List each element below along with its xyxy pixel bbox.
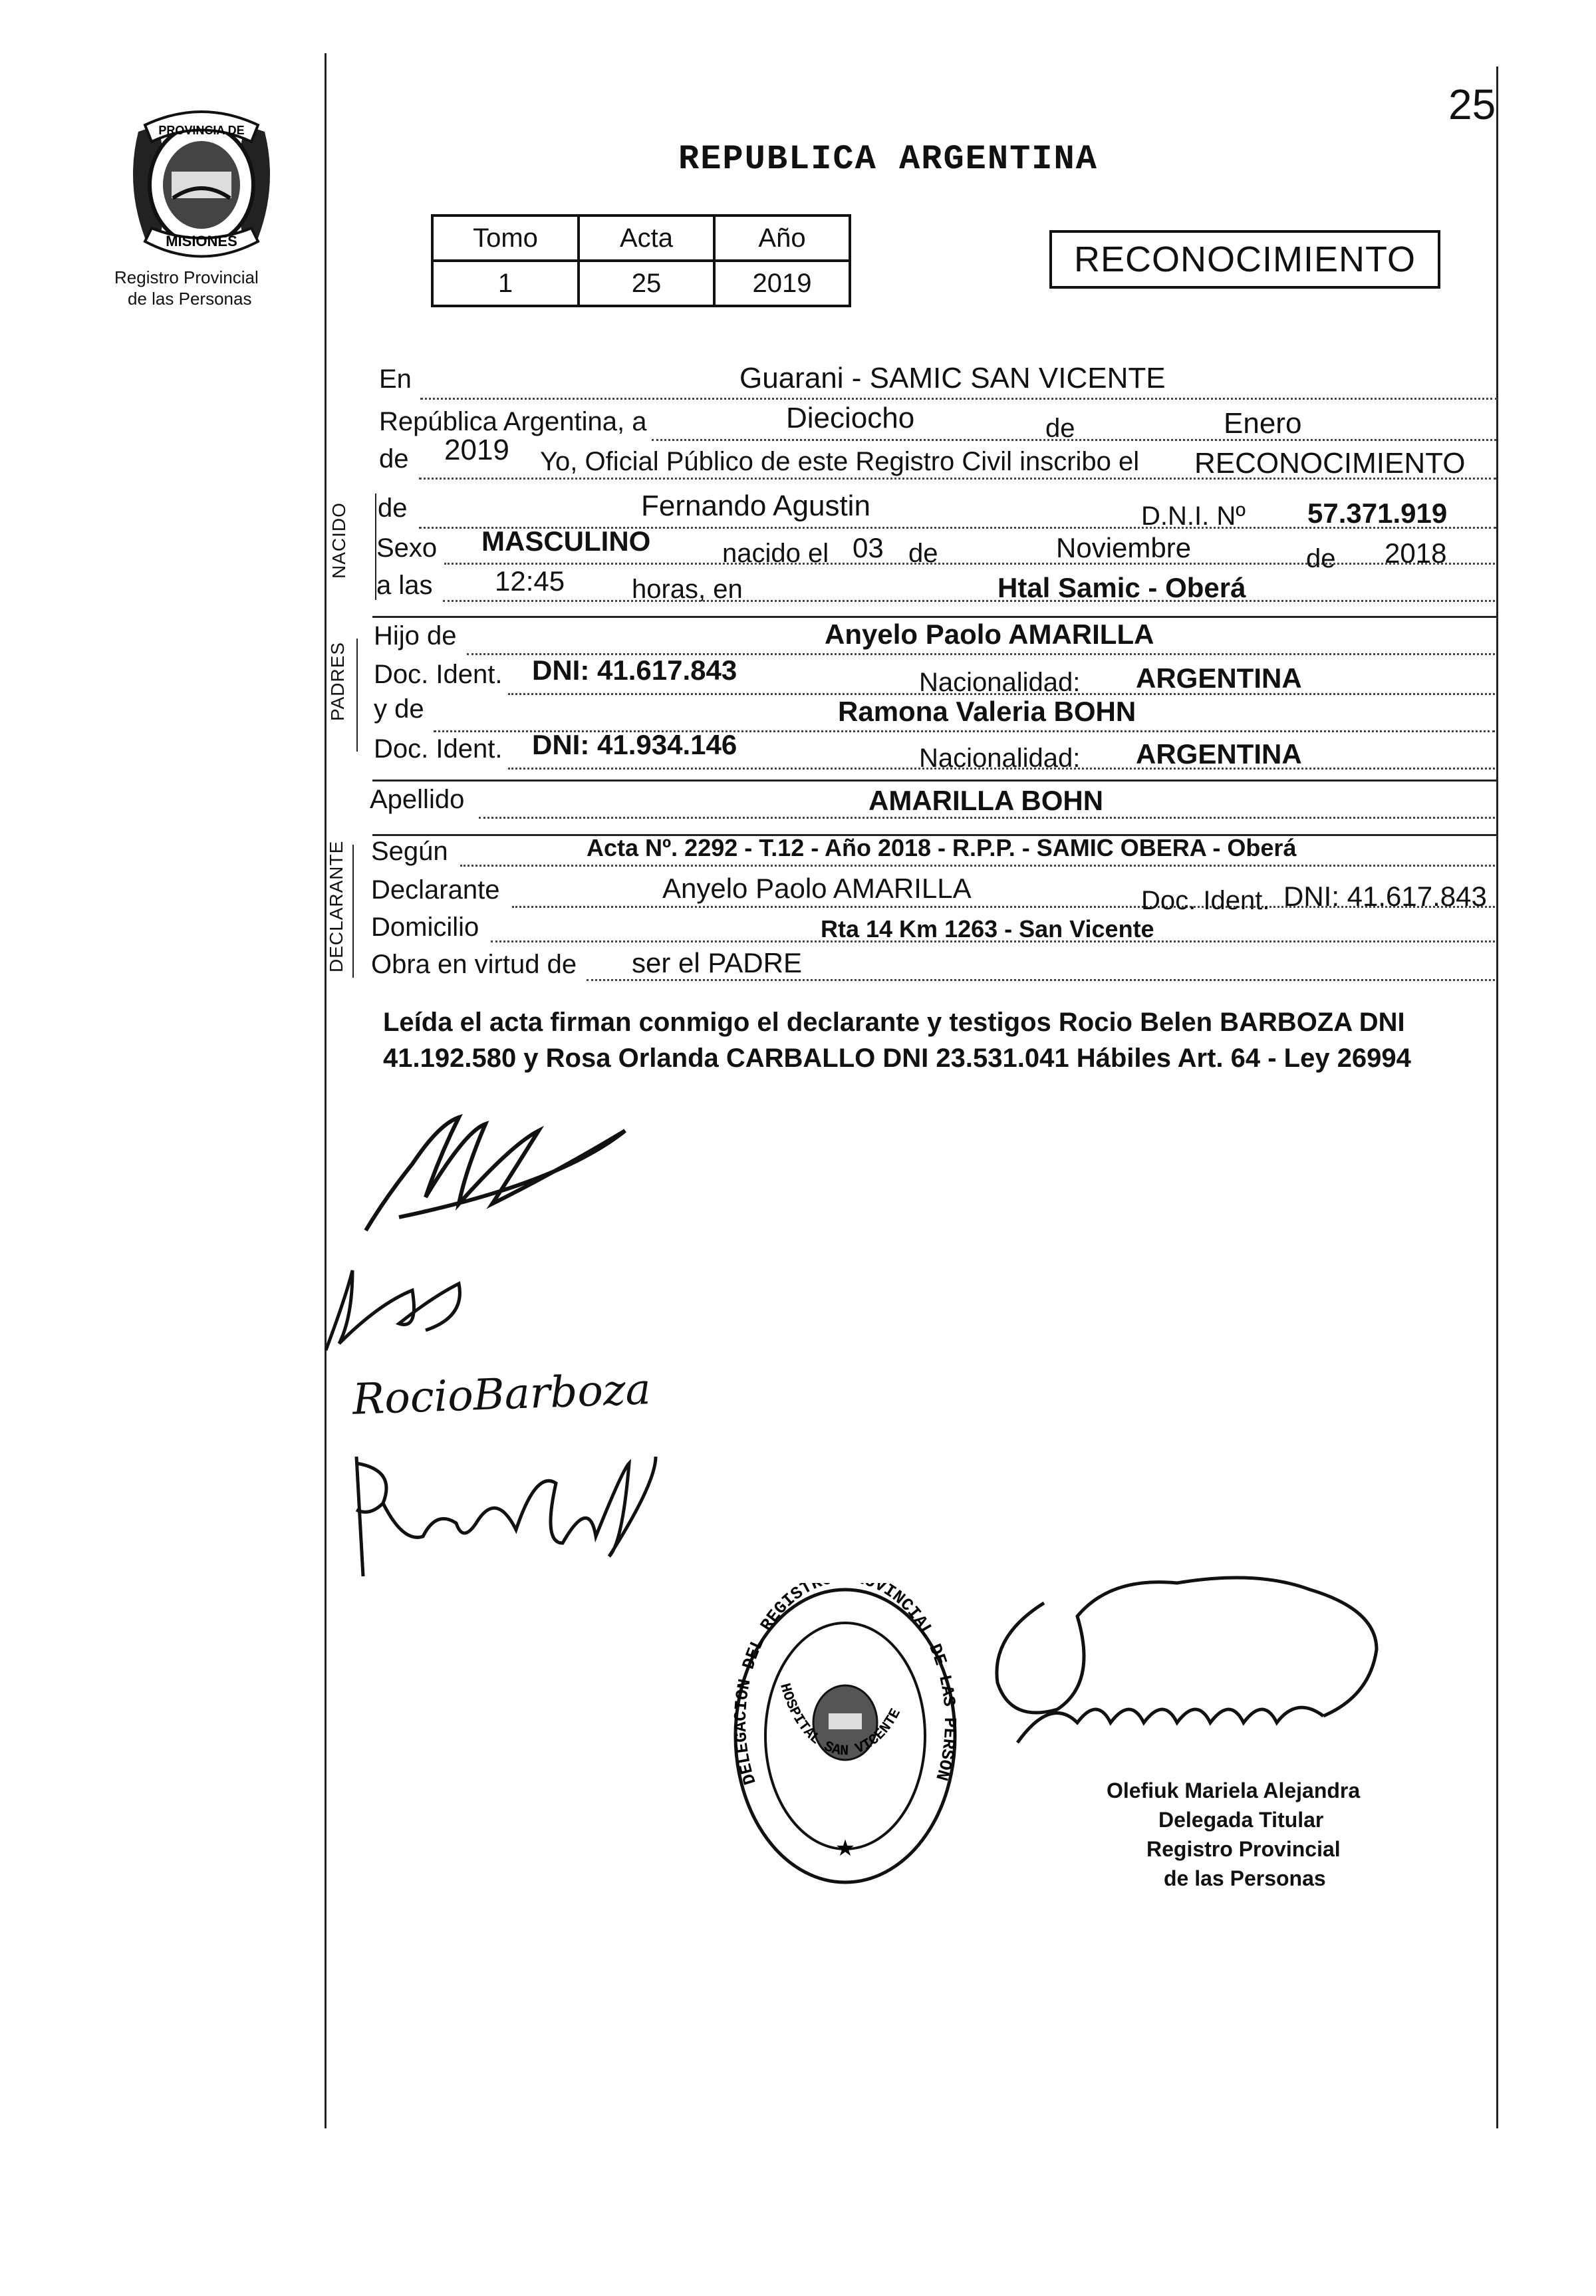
witness-signature-1 — [313, 1257, 472, 1357]
declarante-name: Anyelo Paolo AMARILLA — [662, 873, 972, 904]
section-rule — [356, 639, 358, 752]
child-name: Fernando Agustin — [641, 490, 870, 522]
sexo-value: MASCULINO — [481, 525, 651, 557]
right-margin-line — [1496, 67, 1498, 2128]
de-label: de — [908, 539, 938, 568]
dotted-line — [479, 817, 1495, 819]
dotted-line — [587, 979, 1495, 981]
apellido-value: AMARILLA BOHN — [868, 785, 1104, 816]
nacionalidad-label: Nacionalidad: — [919, 668, 1081, 697]
closing-text: Leída el acta firman conmigo el declarante y testigos Rocio Belen BARBOZA DNI 41.192.580 y Rosa Orlanda CARBALLO DNI 23.531.041 Hábiles Art. 64 - Ley 26994 — [383, 1008, 1411, 1073]
doc-ident-label: Doc. Ident. — [374, 660, 503, 689]
apellido-label: Apellido — [370, 785, 465, 814]
dotted-line — [420, 398, 1498, 400]
misiones-emblem-icon — [118, 105, 285, 265]
official-seal — [729, 1583, 962, 1889]
de-label: de — [1306, 544, 1336, 573]
year-prefix-label: de — [379, 444, 409, 474]
svg-text:MISIONES: MISIONES — [166, 233, 237, 249]
official-org-line1: Registro Provincial — [1146, 1837, 1341, 1861]
nacionalidad-label: Nacionalidad: — [919, 744, 1081, 773]
logo-caption-line2: de las Personas — [128, 289, 252, 309]
statement-text: Yo, Oficial Público de este Registro Civil inscribo el — [540, 447, 1140, 476]
father-doc: DNI: 41.617.843 — [532, 654, 737, 686]
official-org-line2: de las Personas — [1164, 1866, 1326, 1890]
dotted-line — [443, 600, 1495, 602]
en-label: En — [379, 364, 412, 394]
left-margin-line — [325, 53, 327, 2128]
mother-name: Ramona Valeria BOHN — [838, 696, 1136, 727]
declarante-signature — [359, 1104, 638, 1237]
dni-label: D.N.I. Nº — [1141, 502, 1246, 531]
birth-place: Htal Samic - Oberá — [998, 572, 1246, 603]
svg-text:PROVINCIA DE: PROVINCIA DE — [158, 124, 245, 137]
nacido-el-label: nacido el — [722, 539, 829, 568]
svg-text:★: ★ — [835, 1836, 856, 1861]
witness-signature-2: RocioBarboza — [351, 1365, 652, 1425]
official-name: Olefiuk Mariela Alejandra — [1107, 1779, 1361, 1802]
dotted-line — [419, 478, 1496, 480]
record-table — [431, 214, 851, 307]
declarante-label: Declarante — [371, 875, 500, 905]
witness-signature-3 — [343, 1443, 662, 1590]
logo — [118, 105, 285, 265]
act-type-box: RECONOCIMIENTO — [1049, 230, 1440, 289]
dotted-line — [444, 563, 1495, 565]
birth-month: Noviembre — [1056, 532, 1192, 563]
table-header: Año — [714, 215, 850, 261]
segun-label: Según — [371, 837, 448, 866]
domicilio-value: Rta 14 Km 1263 - San Vicente — [821, 915, 1154, 942]
section-label-nacido: NACIDO — [329, 502, 349, 579]
section-label-padres: PADRES — [327, 641, 348, 721]
official-signature — [978, 1563, 1403, 1783]
act-name-value: RECONOCIMIENTO — [1194, 447, 1466, 480]
de-label: de — [1045, 414, 1075, 443]
table-header: Acta — [579, 215, 714, 261]
section-label-declarante: DECLARANTE — [326, 840, 346, 972]
seal-inner-text: HOSPITAL SAN VICENTE — [776, 1681, 904, 1760]
horas-en-label: horas, en — [632, 575, 743, 604]
father-name: Anyelo Paolo AMARILLA — [825, 619, 1154, 650]
table-cell: 1 — [432, 261, 579, 306]
segun-value: Acta Nº. 2292 - T.12 - Año 2018 - R.P.P. - SAMIC OBERA - Oberá — [587, 834, 1297, 861]
logo-caption-line1: Registro Provincial — [114, 267, 259, 287]
page-number: 25 — [1448, 80, 1496, 128]
a-las-label: a las — [376, 571, 433, 600]
day-value: Dieciocho — [786, 402, 915, 434]
dotted-line — [460, 865, 1495, 867]
obra-value: ser el PADRE — [632, 947, 802, 978]
official-title: Delegada Titular — [1158, 1808, 1324, 1832]
birth-day: 03 — [853, 532, 884, 563]
y-de-label: y de — [374, 694, 424, 724]
country-title: REPUBLICA ARGENTINA — [678, 140, 1098, 179]
domicilio-label: Domicilio — [371, 913, 479, 942]
sexo-label: Sexo — [376, 533, 438, 563]
declarante-doc: DNI: 41.617.843 — [1283, 881, 1487, 912]
table-header: Tomo — [432, 215, 579, 261]
doc-ident-label: Doc. Ident. — [374, 734, 503, 764]
child-dni: 57.371.919 — [1307, 498, 1448, 529]
father-nationality: ARGENTINA — [1136, 662, 1302, 694]
seal-outer-text: DELEGACION DEL REGIST VINCIAL DE LAS PERSON — [730, 1583, 960, 1787]
table-cell: 25 — [579, 261, 714, 306]
mother-doc: DNI: 41.934.146 — [532, 729, 737, 760]
birth-year: 2018 — [1385, 537, 1447, 569]
obra-label: Obra en virtud de — [371, 950, 577, 979]
table-cell: 2019 — [714, 261, 850, 306]
year-value: 2019 — [444, 434, 509, 466]
section-divider — [372, 780, 1496, 782]
nacido-de-label: de — [378, 494, 408, 523]
place-value: Guarani - SAMIC SAN VICENTE — [739, 362, 1166, 394]
section-rule — [352, 845, 354, 978]
hijo-de-label: Hijo de — [374, 621, 457, 650]
republica-label: República Argentina, a — [379, 407, 647, 436]
mother-nationality: ARGENTINA — [1136, 738, 1302, 770]
month-value: Enero — [1224, 407, 1302, 440]
birth-time: 12:45 — [495, 565, 565, 597]
doc-ident-label: Doc. Ident. — [1141, 886, 1270, 915]
section-divider — [372, 616, 1496, 618]
